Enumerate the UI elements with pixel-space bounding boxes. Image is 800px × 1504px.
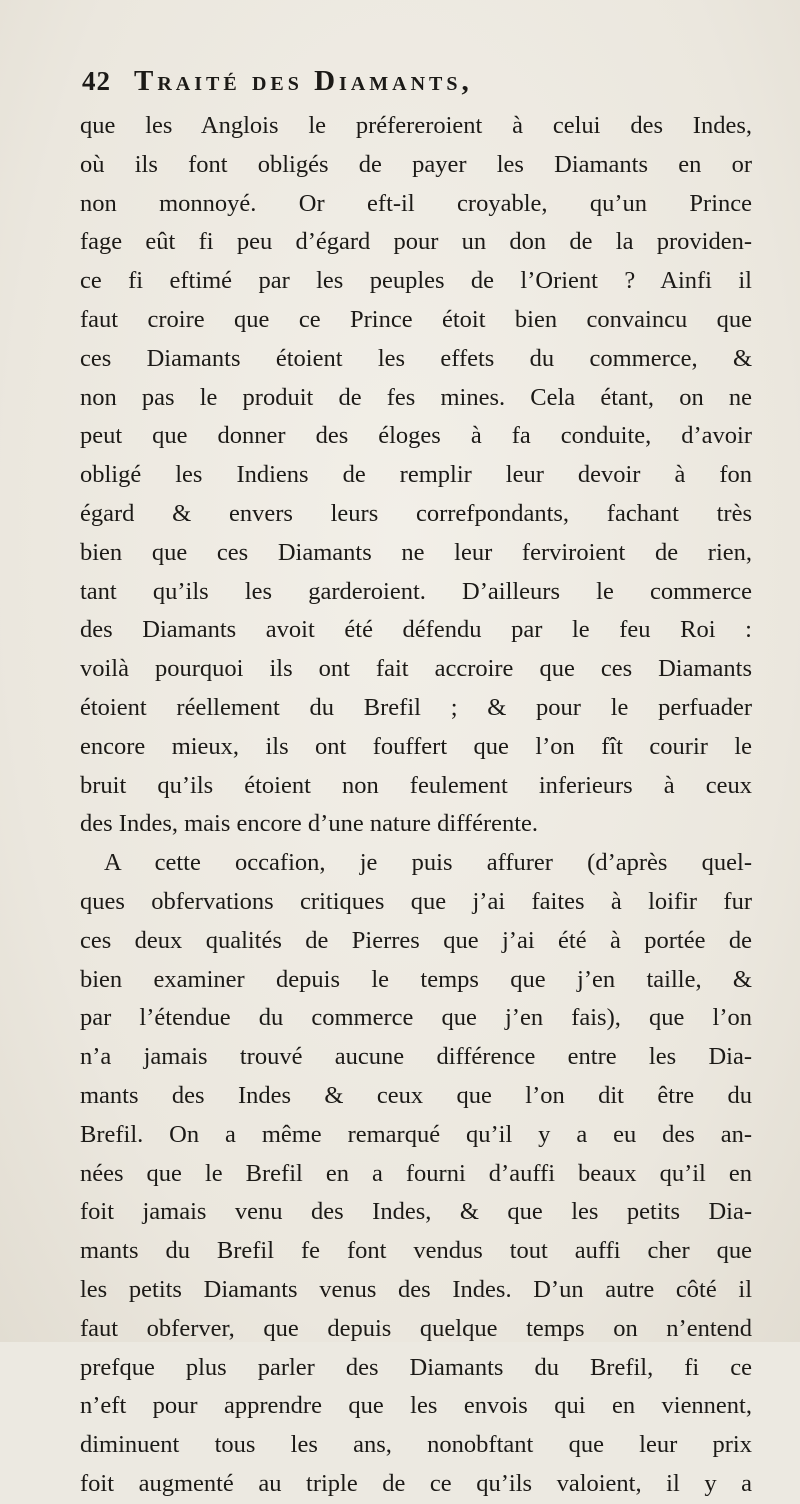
text-line: les petits Diamants venus des Indes. D’un autre côté il: [80, 1275, 752, 1303]
text-line: non pas le produit de fes mines. Cela étant, on ne: [80, 383, 752, 411]
text-line: par l’étendue du commerce que j’en fais), que l’on: [80, 1004, 752, 1032]
text-line: ces deux qualités de Pierres que j’ai été à portée de: [80, 926, 752, 954]
running-title: Traité des Diamants,: [134, 65, 473, 97]
text-line: foit jamais venu des Indes, & que les petits Dia-: [80, 1198, 752, 1226]
text-line: peut que donner des éloges à fa conduite, d’avoir: [80, 422, 752, 450]
text-line: où ils font obligés de payer les Diamants en or: [80, 150, 752, 178]
text-line: étoient réellement du Brefil ; & pour le perfuader: [80, 693, 752, 721]
paragraph-start-line: A cette occafion, je puis affurer (d’après quel-: [104, 849, 752, 877]
text-line: obligé les Indiens de remplir leur devoir à fon: [80, 461, 752, 489]
text-line: ces Diamants étoient les effets du commerce, &: [80, 344, 752, 372]
text-line: bien examiner depuis le temps que j’en taille, &: [80, 965, 752, 993]
text-line: fage eût fi peu d’égard pour un don de la providen-: [80, 228, 752, 256]
text-line: non monnoyé. Or eft-il croyable, qu’un Prince: [80, 189, 752, 217]
text-line: Brefil. On a même remarqué qu’il y a eu des an-: [80, 1120, 752, 1148]
text-line: diminuent tous les ans, nonobftant que leur prix: [80, 1431, 752, 1459]
text-line: mants du Brefil fe font vendus tout auffi cher que: [80, 1237, 752, 1265]
text-line: bien que ces Diamants ne leur ferviroient de rien,: [80, 538, 752, 566]
text-line: nées que le Brefil en a fourni d’auffi beaux qu’il en: [80, 1159, 752, 1187]
text-line: des Diamants avoit été défendu par le feu Roi :: [80, 616, 752, 644]
text-line: prefque plus parler des Diamants du Brefil, fi ce: [80, 1353, 752, 1381]
text-line: bruit qu’ils étoient non feulement inferieurs à ceux: [80, 771, 752, 799]
page-number: 42: [82, 66, 111, 96]
text-line: faut croire que ce Prince étoit bien convaincu que: [80, 305, 752, 333]
text-line: ques obfervations critiques que j’ai faites à loifir fur: [80, 887, 752, 915]
text-line: mants des Indes & ceux que l’on dit être du: [80, 1081, 752, 1109]
text-line: faut obferver, que depuis quelque temps on n’entend: [80, 1314, 752, 1342]
text-line: que les Anglois le préfereroient à celui des Indes,: [80, 112, 752, 139]
text-line: n’eft pour apprendre que les envois qui en viennent,: [80, 1392, 752, 1420]
text-line: ce fi eftimé par les peuples de l’Orient ? Ainfi il: [80, 267, 752, 295]
text-line: n’a jamais trouvé aucune différence entre les Dia-: [80, 1043, 752, 1071]
text-line: égard & envers leurs correfpondants, fachant très: [80, 499, 752, 527]
text-line: foit augmenté au triple de ce qu’ils valoient, il y a: [80, 1469, 752, 1497]
text-line: des Indes, mais encore d’une nature différente.: [80, 810, 539, 838]
body-text: [80, 107, 752, 1504]
text-line: encore mieux, ils ont fouffert que l’on fît courir le: [80, 732, 752, 760]
text-line: tant qu’ils les garderoient. D’ailleurs le commerce: [80, 577, 752, 605]
text-line: voilà pourquoi ils ont fait accroire que ces Diamants: [80, 655, 752, 683]
page-header: [82, 66, 742, 106]
